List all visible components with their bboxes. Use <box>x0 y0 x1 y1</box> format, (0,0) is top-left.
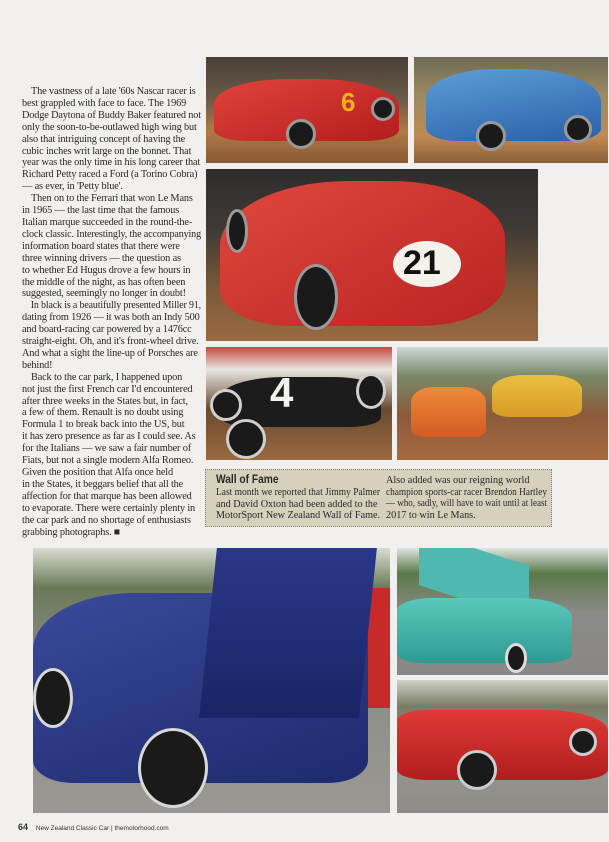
wheel <box>356 373 386 409</box>
text-line: three winning drivers — the question as <box>22 252 181 264</box>
text-line: — who, sadly, will have to wait until at least <box>386 498 548 510</box>
text-line: after three weeks in the States but, in fact, <box>22 395 188 407</box>
text-line: champion sports-car racer Brendon Hartley <box>386 486 547 498</box>
text-line: to evaporate. There were certainly plenty in <box>22 502 196 514</box>
wheel <box>371 97 395 121</box>
text-line: also that intriguing concept of having the <box>22 133 185 145</box>
text-line: Italian marque succeeded in the round-the- <box>22 216 193 228</box>
text-line: affection for that marque has been allowed <box>22 490 192 502</box>
wheel <box>564 115 592 143</box>
text-line: grabbing photographs. ■ <box>22 526 121 538</box>
turquoise-car <box>397 598 572 663</box>
text-line: Richard Petty raced a Ford (a Torino Cobra) <box>22 169 198 181</box>
wall-of-fame-sidebar <box>205 469 552 527</box>
text-line: not just the first French car I'd encountered <box>22 383 193 395</box>
wheel <box>457 750 497 790</box>
photo-dodge-daytona <box>206 57 408 163</box>
photo-ford-torino <box>414 57 608 163</box>
photo-miller-91 <box>206 347 392 460</box>
wheel <box>226 209 248 253</box>
red-car <box>220 181 505 326</box>
orange-car <box>411 387 486 437</box>
wheel <box>505 643 527 673</box>
text-line: dating from 1926 — it was both an Indy 500 <box>22 312 200 324</box>
text-line: 2017 to win Le Mans. <box>386 509 476 521</box>
car-number: 21 <box>403 244 441 282</box>
text-line: In black is a beautifully presented Miller 91, <box>30 300 202 312</box>
photo-ferrari-le-mans <box>206 169 538 341</box>
footer-separator: | <box>110 825 113 832</box>
text-line: and David Oxton had been added to the <box>216 498 378 510</box>
text-line: Given the position that Alfa once held <box>22 467 174 478</box>
text-line: in the States, it beggars belief that all the <box>22 478 184 490</box>
text-line: Then on to the Ferrari that won Le Mans <box>31 193 193 205</box>
sidebar-title: Wall of Fame <box>216 472 279 486</box>
wheel <box>476 121 506 151</box>
text-line: straight-eight. Oh, and it's front-wheel drive. <box>22 336 199 348</box>
paragraph-4 <box>22 372 202 539</box>
text-line: Back to the car park, I happened upon <box>31 371 183 383</box>
sidebar-column-2 <box>386 475 548 521</box>
photo-alfa-romeo <box>33 548 390 813</box>
text-line: behind! <box>22 359 53 371</box>
text-line: information board states that there were <box>22 240 180 252</box>
text-line: cubic inches writ large on the bonnet. That <box>22 145 192 157</box>
paragraph-2 <box>22 193 202 300</box>
photo-turquoise-convertible <box>397 548 608 675</box>
text-line: for the Italians — we saw a fair number of <box>22 443 191 455</box>
text-line: Formula 1 to break back into the US, but <box>22 419 185 431</box>
text-line: year was the only time in his long career that <box>22 157 201 169</box>
text-line: The vastness of a late '60s Nascar racer is <box>31 86 196 97</box>
wheel <box>286 119 316 149</box>
text-line: the car park and no shortage of enthusiasts <box>22 514 191 526</box>
wheel <box>569 728 597 756</box>
wheel <box>210 389 242 421</box>
yellow-car <box>492 375 582 417</box>
page-number: 64 <box>18 822 29 832</box>
wheel <box>33 668 73 728</box>
text-line: in 1965 — the last time that the famous <box>22 205 180 217</box>
car-number: 4 <box>270 369 294 416</box>
wheel <box>226 419 266 459</box>
text-line: suggested, seemingly no longer in doubt! <box>22 288 186 300</box>
text-line: best grappled with face to face. The 1969 <box>22 97 187 109</box>
photo-red-convertible <box>397 680 608 813</box>
text-line: a few of them. Renault is no doubt using <box>22 407 184 419</box>
text-line: and board-racing car powered by a 1476cc <box>22 324 192 336</box>
text-line: the middle of the night, as has often been <box>22 276 186 288</box>
text-line: only the soon-to-be-outlawed high wing but <box>22 121 197 133</box>
text-line: clock classic. Interestingly, the accompanying <box>22 228 201 240</box>
open-bonnet <box>199 548 377 718</box>
sidebar-column-1 <box>216 487 381 522</box>
text-line: And what a sight the line-up of Porsches are <box>22 347 198 359</box>
paragraph-1 <box>22 86 202 193</box>
text-line: Fiats, but not a single modern Alfa Romeo. <box>22 455 194 467</box>
text-line: Also added was our reigning world <box>386 475 530 486</box>
paragraph-3 <box>22 300 202 371</box>
photo-porsche-lineup <box>397 347 608 460</box>
text-line: Last month we reported that Jimmy Palmer <box>216 487 380 498</box>
website-link[interactable]: themotorhood.com <box>114 825 169 832</box>
wheel <box>138 728 208 808</box>
page-footer <box>18 822 169 832</box>
article-body <box>22 86 202 538</box>
text-line: it has zero presence as far as I could see. As <box>22 431 196 443</box>
wheel <box>294 264 338 330</box>
text-line: MotorSport New Zealand Wall of Fame. <box>216 510 381 522</box>
publication-name: New Zealand Classic Car <box>35 825 110 832</box>
text-line: to whether Ed Hugus drove a few hours in <box>22 264 191 276</box>
text-line: — as ever, in 'Petty blue'. <box>22 181 123 193</box>
text-line: Dodge Daytona of Buddy Baker featured not <box>22 109 201 121</box>
car-number: 6 <box>341 87 356 117</box>
